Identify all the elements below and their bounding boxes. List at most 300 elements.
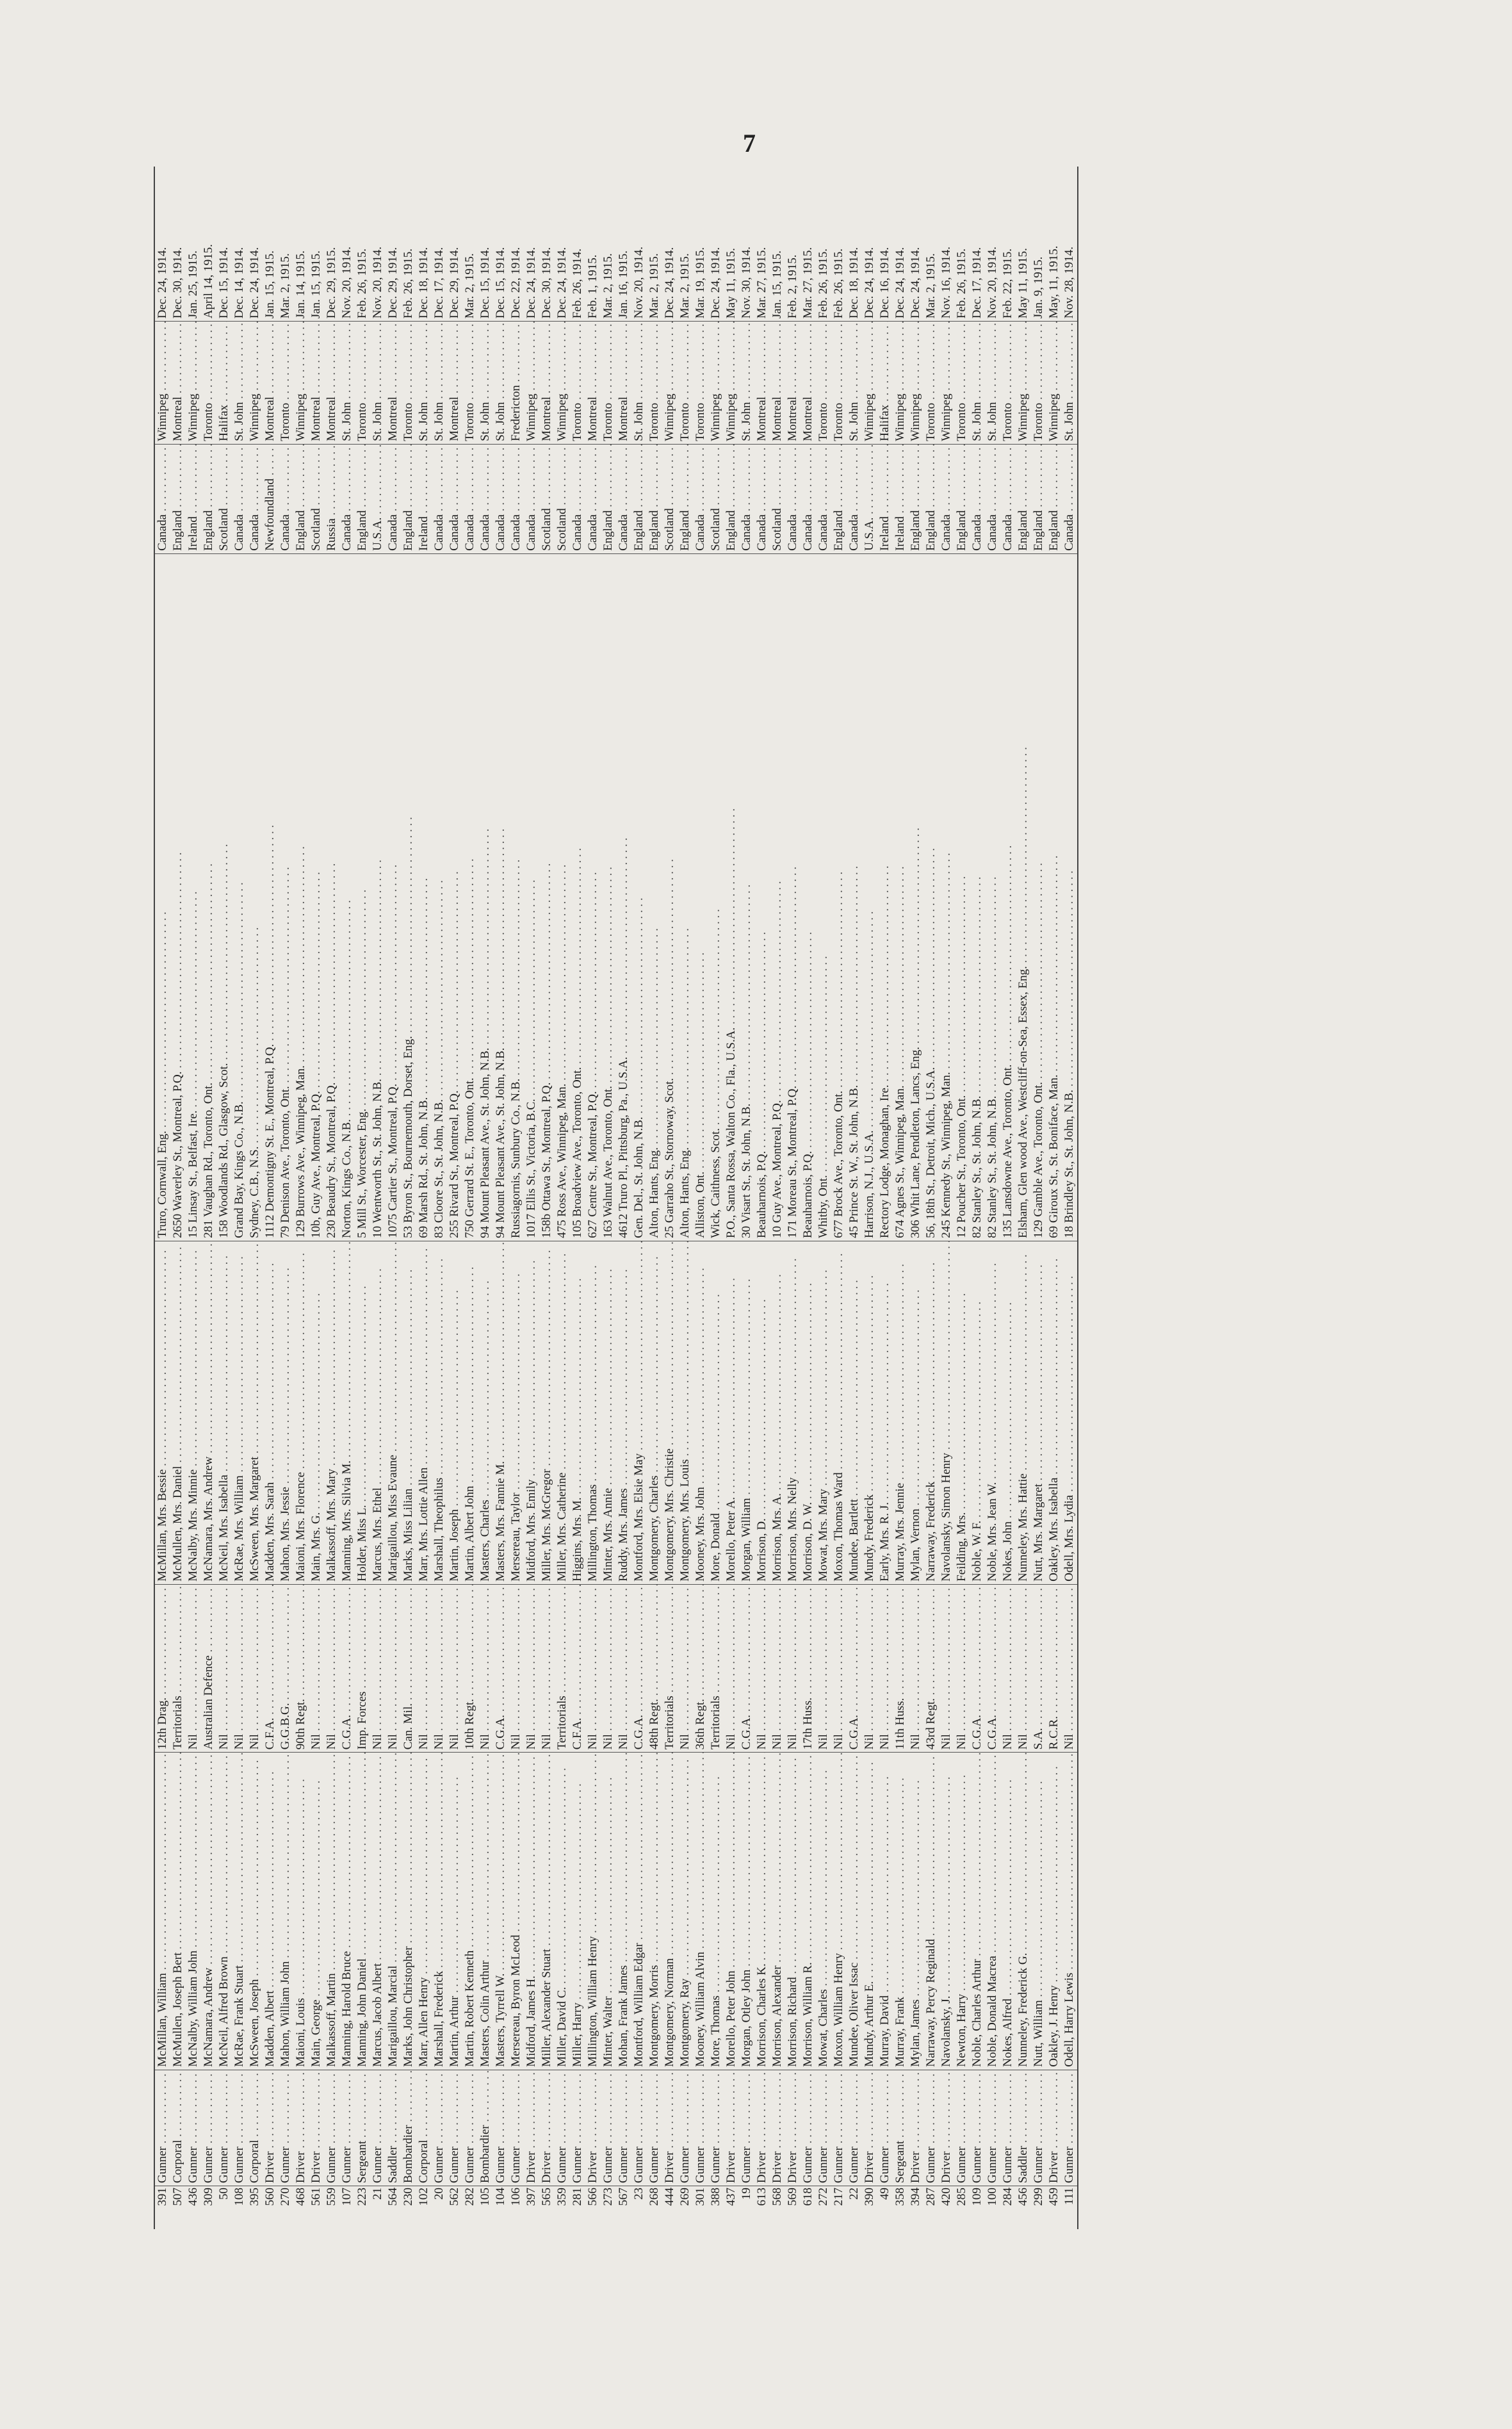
country-of-birth-cell: Scotland . . . — [708, 444, 724, 553]
country-of-birth-cell: Canada . . . — [339, 444, 355, 553]
roster-body — [154, 167, 1078, 2229]
former-corps-cell: Nil . . . — [616, 1584, 631, 1752]
former-corps-cell: Nil . . . — [186, 1584, 201, 1752]
next-of-kin-cell: Main, Mrs. G. . . . — [309, 1241, 324, 1584]
former-corps-cell: Nil . . . — [877, 1584, 893, 1752]
date-of-enlistment-cell: Dec. 24, 1914. — [247, 167, 263, 322]
soldier-name-cell: Morrison, Alexander . . . — [770, 1753, 785, 2070]
rank-cell: Gunner . . . — [831, 2070, 847, 2186]
table-row — [355, 167, 370, 2229]
country-of-birth-cell: Canada . . . — [754, 444, 770, 553]
table-row — [416, 167, 432, 2229]
rank-cell: Gunner . . . — [739, 2070, 754, 2186]
former-corps-cell: Nil . . . — [309, 1584, 324, 1752]
regimental-number-cell: 281 — [571, 2188, 584, 2206]
rank-cell: Gunner . . . — [970, 2070, 985, 2186]
next-of-kin-address-cell: Alton, Hants, Eng. . . . — [678, 553, 693, 1241]
next-of-kin-cell: Malkassoff, Mrs. Mary . . . — [324, 1241, 339, 1584]
next-of-kin-address-cell: 18 Brindley St., St. John, N.B. . . . — [1062, 553, 1078, 1241]
country-of-birth-cell: Canada . . . — [985, 444, 1000, 553]
country-of-birth-cell: Canada . . . — [801, 444, 816, 553]
place-enlisted-cell: Montreal . . . — [386, 322, 401, 444]
rank-cell: Driver . . . — [908, 2070, 923, 2186]
table-row — [877, 167, 893, 2229]
place-enlisted-cell: St. John . . . — [416, 322, 432, 444]
next-of-kin-address-cell: 306 Whit Lane, Pendleton, Lancs, Eng. . . . — [908, 553, 923, 1241]
former-corps-cell: 48th Regt. . . . — [647, 1584, 662, 1752]
country-of-birth-cell: Canada . . . — [785, 444, 801, 553]
table-row — [524, 167, 539, 2229]
next-of-kin-address-cell: 129 Burrows Ave., Winnipeg, Man. . . . — [293, 553, 309, 1241]
regimental-number-cell: 468 — [294, 2188, 307, 2206]
soldier-name-cell: Madden, Albert . . . — [263, 1753, 278, 2070]
date-of-enlistment-cell: Dec. 16, 1914. — [877, 167, 893, 322]
place-enlisted-cell: Winnipeg . . . — [524, 322, 539, 444]
regimental-number-cell: 299 — [1032, 2188, 1045, 2206]
country-of-birth-cell: England . . . — [201, 444, 216, 553]
rank-cell: Gunner . . . — [708, 2070, 724, 2186]
next-of-kin-cell: Manning, Mrs. Silvia M. . . . — [339, 1241, 355, 1584]
next-of-kin-cell: Millington, Thomas . . . — [585, 1241, 601, 1584]
next-of-kin-address-cell: Norton, Kings Co., N.B. . . . — [339, 553, 355, 1241]
next-of-kin-cell: Oakley, Mrs. Isabella . . . — [1046, 1241, 1062, 1584]
soldier-name-cell: Marcus, Jacob Albert . . . — [370, 1753, 386, 2070]
soldier-name-cell: Oakley, J. Henry . . . — [1046, 1753, 1062, 2070]
place-enlisted-cell: Toronto . . . — [355, 322, 370, 444]
soldier-name-cell: Montford, William Edgar . . . — [631, 1753, 647, 2070]
date-of-enlistment-cell: Feb. 26, 1914. — [570, 167, 585, 322]
next-of-kin-cell: Morrison, Mrs. Nelly . . . — [785, 1241, 801, 1584]
country-of-birth-cell: Canada . . . — [585, 444, 601, 553]
place-enlisted-cell: St. John . . . — [493, 322, 508, 444]
rotated-roster-table — [154, 167, 1319, 2229]
next-of-kin-address-cell: Grand Bay, Kings Co., N.B. . . . — [232, 553, 247, 1241]
table-row — [1046, 167, 1062, 2229]
former-corps-cell: Nil . . . — [508, 1584, 524, 1752]
soldier-name-cell: Mooney, William Alvin . . . — [693, 1753, 708, 2070]
table-row — [1062, 167, 1078, 2229]
place-enlisted-cell: St. John . . . — [478, 322, 493, 444]
regimental-number-cell: 100 — [986, 2188, 999, 2206]
regimental-number-cell: 444 — [663, 2188, 676, 2206]
table-row — [1000, 167, 1016, 2229]
date-of-enlistment-cell: Dec. 24, 1914. — [908, 167, 923, 322]
date-of-enlistment-cell: Dec. 24, 1914. — [524, 167, 539, 322]
table-row — [1016, 167, 1031, 2229]
place-enlisted-cell: Montreal . . . — [309, 322, 324, 444]
date-of-enlistment-cell: Dec. 30, 1914. — [170, 167, 186, 322]
soldier-name-cell: Mahon, William John . . . — [278, 1753, 293, 2070]
soldier-name-cell: Odell, Harry Lewis . . . — [1062, 1753, 1078, 2070]
former-corps-cell: Nil . . . — [386, 1584, 401, 1752]
table-row — [478, 167, 493, 2229]
next-of-kin-address-cell: Alliston, Ont. . . . — [693, 553, 708, 1241]
soldier-name-cell: Manning, John Daniel . . . — [355, 1753, 370, 2070]
soldier-name-cell: McNeil, Alfred Brown . . . — [216, 1753, 232, 2070]
next-of-kin-address-cell: 158 Woodlands Rd., Glasgow, Scot. . . . — [216, 553, 232, 1241]
place-enlisted-cell: Montreal . . . — [263, 322, 278, 444]
next-of-kin-cell: Navolansky, Simon Henry . . . — [939, 1241, 954, 1584]
rank-cell: Corporal . . . — [170, 2070, 186, 2186]
next-of-kin-cell: Martin, Joseph . . . — [447, 1241, 462, 1584]
place-enlisted-cell: Fredericton . . . — [508, 322, 524, 444]
former-corps-cell: Nil . . . — [754, 1584, 770, 1752]
regimental-number-cell: 23 — [632, 2188, 646, 2200]
regimental-number-cell: 561 — [309, 2188, 323, 2206]
regimental-number-cell: 109 — [970, 2188, 984, 2206]
place-enlisted-cell: Toronto . . . — [693, 322, 708, 444]
soldier-name-cell: Malkassoff, Martin . . . — [324, 1753, 339, 2070]
country-of-birth-cell: Canada . . . — [247, 444, 263, 553]
table-row — [647, 167, 662, 2229]
country-of-birth-cell: Canada . . . — [816, 444, 831, 553]
next-of-kin-cell: Ruddy, Mrs. James . . . — [616, 1241, 631, 1584]
place-enlisted-cell: Toronto . . . — [462, 322, 478, 444]
place-enlisted-cell: Winnipeg . . . — [939, 322, 954, 444]
country-of-birth-cell: England . . . — [954, 444, 970, 553]
soldier-name-cell: Narraway, Percy Reginald . . . — [923, 1753, 939, 2070]
former-corps-cell: G.G.B.G. . . . — [278, 1584, 293, 1752]
country-of-birth-cell: Canada . . . — [493, 444, 508, 553]
country-of-birth-cell: England . . . — [601, 444, 616, 553]
next-of-kin-address-cell: 163 Walnut Ave., Toronto, Ont. . . . — [601, 553, 616, 1241]
next-of-kin-address-cell: 10 Wentworth St., St. John, N.B. . . . — [370, 553, 386, 1241]
regimental-number-cell: 301 — [694, 2188, 707, 2206]
next-of-kin-cell: Miller, Mrs. Catherine . . . — [555, 1241, 570, 1584]
next-of-kin-cell: McMillan, Mrs. Bessie . . . — [154, 1241, 170, 1584]
table-row — [293, 167, 309, 2229]
regimental-number-cell: 223 — [355, 2188, 369, 2206]
next-of-kin-cell: Masters, Charles . . . — [478, 1241, 493, 1584]
soldier-name-cell: Marr, Allen Henry . . . — [416, 1753, 432, 2070]
date-of-enlistment-cell: Feb. 26, 1915. — [401, 167, 416, 322]
date-of-enlistment-cell: Dec. 30, 1914. — [539, 167, 555, 322]
former-corps-cell: 11th Huss. . . . — [893, 1584, 908, 1752]
country-of-birth-cell: Scotland . . . — [770, 444, 785, 553]
table-row — [847, 167, 862, 2229]
table-row — [539, 167, 555, 2229]
next-of-kin-address-cell: Harrison, N.J., U.S.A. . . . — [862, 553, 877, 1241]
rank-cell: Gunner . . . — [370, 2070, 386, 2186]
regimental-number-cell: 568 — [770, 2188, 784, 2206]
next-of-kin-address-cell: Gen. Del., St. John, N.B. . . . — [631, 553, 647, 1241]
rank-cell: Gunner . . . — [1031, 2070, 1046, 2186]
place-enlisted-cell: Halifax . . . — [877, 322, 893, 444]
rank-cell: Gunner . . . — [278, 2070, 293, 2186]
table-row — [954, 167, 970, 2229]
place-enlisted-cell: Montreal . . . — [324, 322, 339, 444]
next-of-kin-cell: Mahon, Mrs. Jessie . . . — [278, 1241, 293, 1584]
regimental-number-cell: 282 — [463, 2188, 476, 2206]
table-row — [154, 167, 170, 2229]
next-of-kin-address-cell: 94 Mount Pleasant Ave., St. John, N.B. . . . — [493, 553, 508, 1241]
next-of-kin-cell: Early, Mrs. R. J. . . . — [877, 1241, 893, 1584]
country-of-birth-cell: England . . . — [923, 444, 939, 553]
soldier-name-cell: Nutt, William . . . — [1031, 1753, 1046, 2070]
next-of-kin-cell: Montford, Mrs. Elsie May . . . — [631, 1241, 647, 1584]
country-of-birth-cell: Canada . . . — [508, 444, 524, 553]
former-corps-cell: C.F.A. . . . — [263, 1584, 278, 1752]
date-of-enlistment-cell: Nov. 20, 1914. — [631, 167, 647, 322]
next-of-kin-cell: Nutt, Mrs. Margaret . . . — [1031, 1241, 1046, 1584]
place-enlisted-cell: Winnipeg . . . — [1016, 322, 1031, 444]
soldier-name-cell: Manning, Harold Bruce . . . — [339, 1753, 355, 2070]
next-of-kin-cell: Nokes, John . . . — [1000, 1241, 1016, 1584]
country-of-birth-cell: Newfoundland . . . — [263, 444, 278, 553]
table-row — [493, 167, 508, 2229]
date-of-enlistment-cell: Feb. 2, 1915. — [785, 167, 801, 322]
rank-cell: Driver . . . — [539, 2070, 555, 2186]
former-corps-cell: Nil . . . — [247, 1584, 263, 1752]
next-of-kin-cell: Minter, Mrs. Annie . . . — [601, 1241, 616, 1584]
country-of-birth-cell: Ireland . . . — [877, 444, 893, 553]
place-enlisted-cell: Montreal . . . — [754, 322, 770, 444]
regimental-number-cell: 394 — [909, 2188, 922, 2206]
place-enlisted-cell: Winnipeg . . . — [662, 322, 678, 444]
date-of-enlistment-cell: Feb. 26, 1915. — [954, 167, 970, 322]
soldier-name-cell: Marigaillou, Marcial . . . — [386, 1753, 401, 2070]
nominal-roll-table — [154, 167, 1078, 2229]
place-enlisted-cell: Winnipeg . . . — [1046, 322, 1062, 444]
table-row — [508, 167, 524, 2229]
next-of-kin-address-cell: 25 Garraho St., Stornoway, Scot. . . . — [662, 553, 678, 1241]
date-of-enlistment-cell: Mar. 2, 1915. — [647, 167, 662, 322]
table-row — [816, 167, 831, 2229]
former-corps-cell: 17th Huss. . . . — [801, 1584, 816, 1752]
regimental-number-cell: 358 — [893, 2188, 907, 2206]
former-corps-cell: Territorials . . . — [170, 1584, 186, 1752]
table-row — [893, 167, 908, 2229]
former-corps-cell: Nil . . . — [524, 1584, 539, 1752]
rank-cell: Sergeant . . . — [893, 2070, 908, 2186]
soldier-name-cell: McRae, Frank Stuart . . . — [232, 1753, 247, 2070]
table-row — [739, 167, 754, 2229]
regimental-number-cell: 459 — [1047, 2188, 1061, 2206]
rank-cell: Gunner . . . — [678, 2070, 693, 2186]
next-of-kin-address-cell: 56, 18th St., Detroit, Mich., U.S.A. . . . — [923, 553, 939, 1241]
place-enlisted-cell: Winnipeg . . . — [708, 322, 724, 444]
soldier-name-cell: Noble, Charles Arthur . . . — [970, 1753, 985, 2070]
former-corps-cell: C.G.A. . . . — [339, 1584, 355, 1752]
former-corps-cell: Territorials . . . — [555, 1584, 570, 1752]
soldier-name-cell: Martin, Arthur . . . — [447, 1753, 462, 2070]
table-row — [339, 167, 355, 2229]
country-of-birth-cell: Scotland . . . — [539, 444, 555, 553]
rank-cell: Gunner . . . — [324, 2070, 339, 2186]
next-of-kin-address-cell: Whitby, Ont. . . . — [816, 553, 831, 1241]
next-of-kin-address-cell: 255 Rivard St., Montreal, P.Q. . . . — [447, 553, 462, 1241]
table-row — [754, 167, 770, 2229]
date-of-enlistment-cell: Dec. 29, 1915. — [324, 167, 339, 322]
rank-cell: Driver . . . — [585, 2070, 601, 2186]
former-corps-cell: Nil . . . — [478, 1584, 493, 1752]
regimental-number-cell: 105 — [478, 2188, 492, 2206]
next-of-kin-cell: Mowat, Mrs. Mary . . . — [816, 1241, 831, 1584]
place-enlisted-cell: Halifax . . . — [216, 322, 232, 444]
next-of-kin-address-cell: 105 Broadview Ave., Toronto, Ont. . . . — [570, 553, 585, 1241]
rank-cell: Saddler . . . — [386, 2070, 401, 2186]
date-of-enlistment-cell: May 11, 1915. — [1016, 167, 1031, 322]
next-of-kin-cell: Montgomery, Charles . . . — [647, 1241, 662, 1584]
former-corps-cell: Nil . . . — [539, 1584, 555, 1752]
rank-cell: Gunner . . . — [877, 2070, 893, 2186]
next-of-kin-address-cell: 674 Agnes St., Winnipeg, Man. . . . — [893, 553, 908, 1241]
page-number: 7 — [743, 129, 756, 158]
place-enlisted-cell: Toronto . . . — [1031, 322, 1046, 444]
place-enlisted-cell: Winnipeg . . . — [186, 322, 201, 444]
regimental-number-cell: 507 — [171, 2188, 184, 2206]
former-corps-cell: Nil . . . — [1016, 1584, 1031, 1752]
date-of-enlistment-cell: Nov. 28, 1914. — [1062, 167, 1078, 322]
next-of-kin-address-cell: Russiagornis, Sunbury Co., N.B. . . . — [508, 553, 524, 1241]
date-of-enlistment-cell: Dec. 15, 1914. — [216, 167, 232, 322]
country-of-birth-cell: Canada . . . — [1000, 444, 1016, 553]
regimental-number-cell: 390 — [863, 2188, 876, 2206]
table-row — [401, 167, 416, 2229]
soldier-name-cell: Nokes, Alfred . . . — [1000, 1753, 1016, 2070]
regimental-number-cell: 397 — [524, 2188, 538, 2206]
table-row — [616, 167, 631, 2229]
soldier-name-cell: McNamara, Andrew . . . — [201, 1753, 216, 2070]
soldier-name-cell: McMullen, Joseph Bert . . . — [170, 1753, 186, 2070]
table-row — [170, 167, 186, 2229]
soldier-name-cell: Morgan, Otley John . . . — [739, 1753, 754, 2070]
soldier-name-cell: Mersereau, Byron McLeod . . . — [508, 1753, 524, 2070]
rank-cell: Gunner . . . — [432, 2070, 447, 2186]
date-of-enlistment-cell: Feb. 1, 1915. — [585, 167, 601, 322]
soldier-name-cell: Minter, Walter . . . — [601, 1753, 616, 2070]
next-of-kin-address-cell: Beauharnois, P.Q. . . . — [754, 553, 770, 1241]
country-of-birth-cell: Canada . . . — [739, 444, 754, 553]
place-enlisted-cell: Toronto . . . — [570, 322, 585, 444]
rank-cell: Driver . . . — [862, 2070, 877, 2186]
regimental-number-cell: 106 — [509, 2188, 523, 2206]
place-enlisted-cell: St. John . . . — [739, 322, 754, 444]
table-row — [186, 167, 201, 2229]
date-of-enlistment-cell: Mar. 2, 1915. — [601, 167, 616, 322]
rank-cell: Bombardier . . . — [478, 2070, 493, 2186]
soldier-name-cell: Nunneley, Frederick G. . . . — [1016, 1753, 1031, 2070]
soldier-name-cell: Masters, Tyrrell W. . . . — [493, 1753, 508, 2070]
place-enlisted-cell: Toronto . . . — [1000, 322, 1016, 444]
next-of-kin-cell: Moxon, Thomas Ward . . . — [831, 1241, 847, 1584]
regimental-number-cell: 359 — [555, 2188, 569, 2206]
next-of-kin-cell: Odell, Mrs. Lydia . . . — [1062, 1241, 1078, 1584]
former-corps-cell: C.G.A. . . . — [985, 1584, 1000, 1752]
next-of-kin-address-cell: 69 Giroux St., St. Boniface, Man. . . . — [1046, 553, 1062, 1241]
regimental-number-cell: 270 — [279, 2188, 292, 2206]
country-of-birth-cell: Canada . . . — [939, 444, 954, 553]
next-of-kin-address-cell: 2650 Waverley St., Montreal, P.Q. . . . — [170, 553, 186, 1241]
next-of-kin-cell: Marigaillou, Miss Evaune . . . — [386, 1241, 401, 1584]
rank-cell: Gunner . . . — [954, 2070, 970, 2186]
date-of-enlistment-cell: April 14, 1915. — [201, 167, 216, 322]
rank-cell: Gunner . . . — [647, 2070, 662, 2186]
next-of-kin-address-cell: Beauharnois, P.Q. . . . — [801, 553, 816, 1241]
rank-cell: Bombardier . . . — [401, 2070, 416, 2186]
date-of-enlistment-cell: Dec. 24, 1914. — [662, 167, 678, 322]
next-of-kin-address-cell: 45 Prince St. W., St. John, N.B. . . . — [847, 553, 862, 1241]
table-row — [678, 167, 693, 2229]
country-of-birth-cell: Canada . . . — [232, 444, 247, 553]
country-of-birth-cell: Canada . . . — [462, 444, 478, 553]
date-of-enlistment-cell: Jan. 15, 1915. — [770, 167, 785, 322]
country-of-birth-cell: Canada . . . — [154, 444, 170, 553]
place-enlisted-cell: St. John . . . — [970, 322, 985, 444]
former-corps-cell: Nil . . . — [1000, 1584, 1016, 1752]
next-of-kin-address-cell: 171 Moreau St., Montreal, P.Q. . . . — [785, 553, 801, 1241]
table-row — [201, 167, 216, 2229]
regimental-number-cell: 268 — [647, 2188, 661, 2206]
former-corps-cell: Imp. Forces . . . — [355, 1584, 370, 1752]
date-of-enlistment-cell: Mar. 19, 1915. — [693, 167, 708, 322]
former-corps-cell: 90th Regt. . . . — [293, 1584, 309, 1752]
table-row — [970, 167, 985, 2229]
soldier-name-cell: Mohan, Frank James . . . — [616, 1753, 631, 2070]
former-corps-cell: Nil . . . — [585, 1584, 601, 1752]
next-of-kin-address-cell: 677 Brock Ave., Toronto, Ont. . . . — [831, 553, 847, 1241]
table-row — [570, 167, 585, 2229]
next-of-kin-address-cell: Elsham, Glen wood Ave., Westcliff-on-Sea, Essex, Eng. . . . — [1016, 553, 1031, 1241]
table-row — [785, 167, 801, 2229]
date-of-enlistment-cell: Dec. 22, 1914. — [508, 167, 524, 322]
country-of-birth-cell: England . . . — [678, 444, 693, 553]
former-corps-cell: Nil . . . — [447, 1584, 462, 1752]
table-row — [309, 167, 324, 2229]
table-row — [263, 167, 278, 2229]
date-of-enlistment-cell: Feb. 26, 1915. — [816, 167, 831, 322]
soldier-name-cell: McSween, Joseph . . . — [247, 1753, 263, 2070]
country-of-birth-cell: U.S.A. . . . — [370, 444, 386, 553]
next-of-kin-address-cell: 135 Lansdowne Ave., Toronto, Ont. . . . — [1000, 553, 1016, 1241]
place-enlisted-cell: St. John . . . — [370, 322, 386, 444]
regimental-number-cell: 49 — [878, 2188, 891, 2200]
regimental-number-cell: 395 — [248, 2188, 261, 2206]
place-enlisted-cell: Winnipeg . . . — [154, 322, 170, 444]
country-of-birth-cell: Scotland . . . — [216, 444, 232, 553]
country-of-birth-cell: Canada . . . — [432, 444, 447, 553]
rank-cell: Gunner . . . — [339, 2070, 355, 2186]
next-of-kin-cell: Montgomery, Mrs. Louis . . . — [678, 1241, 693, 1584]
next-of-kin-cell: Morrison, Mrs. A. . . . — [770, 1241, 785, 1584]
former-corps-cell: Nil . . . — [432, 1584, 447, 1752]
regimental-number-cell: 50 — [217, 2188, 231, 2200]
place-enlisted-cell: St. John . . . — [1062, 322, 1078, 444]
next-of-kin-cell: Miller, Mrs. McGregor . . . — [539, 1241, 555, 1584]
country-of-birth-cell: Canada . . . — [447, 444, 462, 553]
next-of-kin-cell: Marcus, Mrs. Ethel . . . — [370, 1241, 386, 1584]
rank-cell: Gunner . . . — [985, 2070, 1000, 2186]
date-of-enlistment-cell: Dec. 18, 1914. — [416, 167, 432, 322]
next-of-kin-cell: McNalby, Mrs. Minnie . . . — [186, 1241, 201, 1584]
former-corps-cell: Can. Mil. . . . — [401, 1584, 416, 1752]
former-corps-cell: C.G.A. . . . — [739, 1584, 754, 1752]
soldier-name-cell: Morello, Peter John . . . — [724, 1753, 739, 2070]
next-of-kin-address-cell: 5 Mill St., Worcester, Eng. . . . — [355, 553, 370, 1241]
former-corps-cell: Australian Defence . . . — [201, 1584, 216, 1752]
rank-cell: Gunner . . . — [216, 2070, 232, 2186]
next-of-kin-address-cell: 158b Ottawa St., Montreal, P.Q. . . . — [539, 553, 555, 1241]
former-corps-cell: 12th Drag. . . . — [154, 1584, 170, 1752]
rank-cell: Driver . . . — [662, 2070, 678, 2186]
country-of-birth-cell: England . . . — [1016, 444, 1031, 553]
next-of-kin-address-cell: 10 Guy Ave., Montreal, P.Q. . . . — [770, 553, 785, 1241]
next-of-kin-cell: McNamara, Mrs. Andrew . . . — [201, 1241, 216, 1584]
soldier-name-cell: Noble, Donald Macrea . . . — [985, 1753, 1000, 2070]
next-of-kin-cell: Mooney, Mrs. John . . . — [693, 1241, 708, 1584]
place-enlisted-cell: St. John . . . — [339, 322, 355, 444]
former-corps-cell: Territorials . . . — [708, 1584, 724, 1752]
